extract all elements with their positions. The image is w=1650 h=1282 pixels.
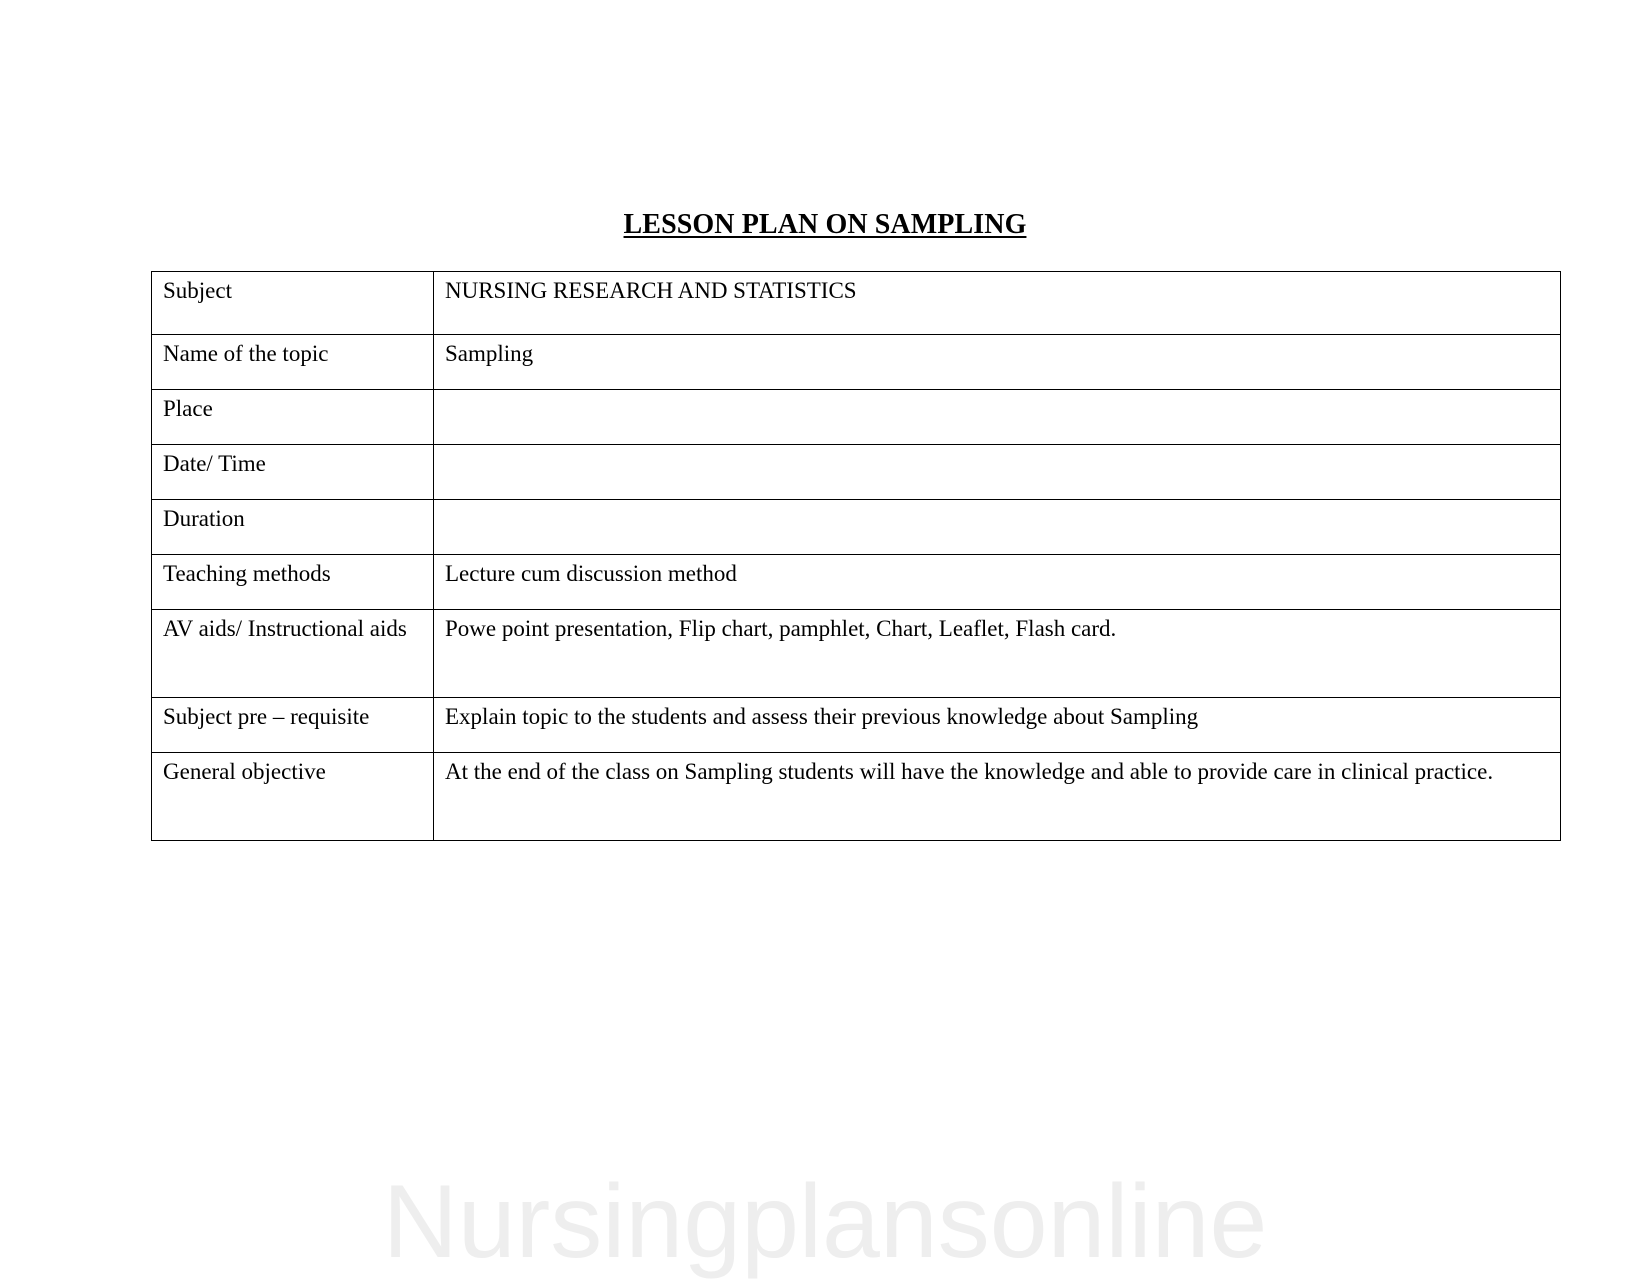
row-label: General objective: [152, 753, 434, 841]
row-label: Date/ Time: [152, 445, 434, 500]
watermark-text: Nursingplansonline: [382, 1164, 1268, 1280]
row-value: [434, 390, 1561, 445]
row-value: [434, 445, 1561, 500]
table-row-duration: [152, 500, 1561, 555]
row-label: Duration: [152, 500, 434, 555]
row-value: At the end of the class on Sampling students will have the knowledge and able to provide care in clinical practice.: [434, 753, 1561, 841]
row-label: Subject: [152, 272, 434, 335]
row-value: Sampling: [434, 335, 1561, 390]
row-label: AV aids/ Instructional aids: [152, 610, 434, 698]
table-row-av-aids: [152, 610, 1561, 698]
table-row-general-objective: [152, 753, 1561, 841]
row-value: Powe point presentation, Flip chart, pamphlet, Chart, Leaflet, Flash card.: [434, 610, 1561, 698]
table-row-subject: [152, 272, 1561, 335]
row-label: Place: [152, 390, 434, 445]
row-value: [434, 500, 1561, 555]
table-row-place: [152, 390, 1561, 445]
table-row-topic: [152, 335, 1561, 390]
row-value: Lecture cum discussion method: [434, 555, 1561, 610]
row-label: Teaching methods: [152, 555, 434, 610]
row-label: Subject pre – requisite: [152, 698, 434, 753]
table-row-prerequisite: [152, 698, 1561, 753]
page-title: LESSON PLAN ON SAMPLING: [623, 209, 1027, 240]
table-row-date-time: [152, 445, 1561, 500]
row-value: NURSING RESEARCH AND STATISTICS: [434, 272, 1561, 335]
lesson-plan-table: [151, 271, 1561, 841]
row-label: Name of the topic: [152, 335, 434, 390]
table-row-teaching-methods: [152, 555, 1561, 610]
row-value: Explain topic to the students and assess their previous knowledge about Sampling: [434, 698, 1561, 753]
